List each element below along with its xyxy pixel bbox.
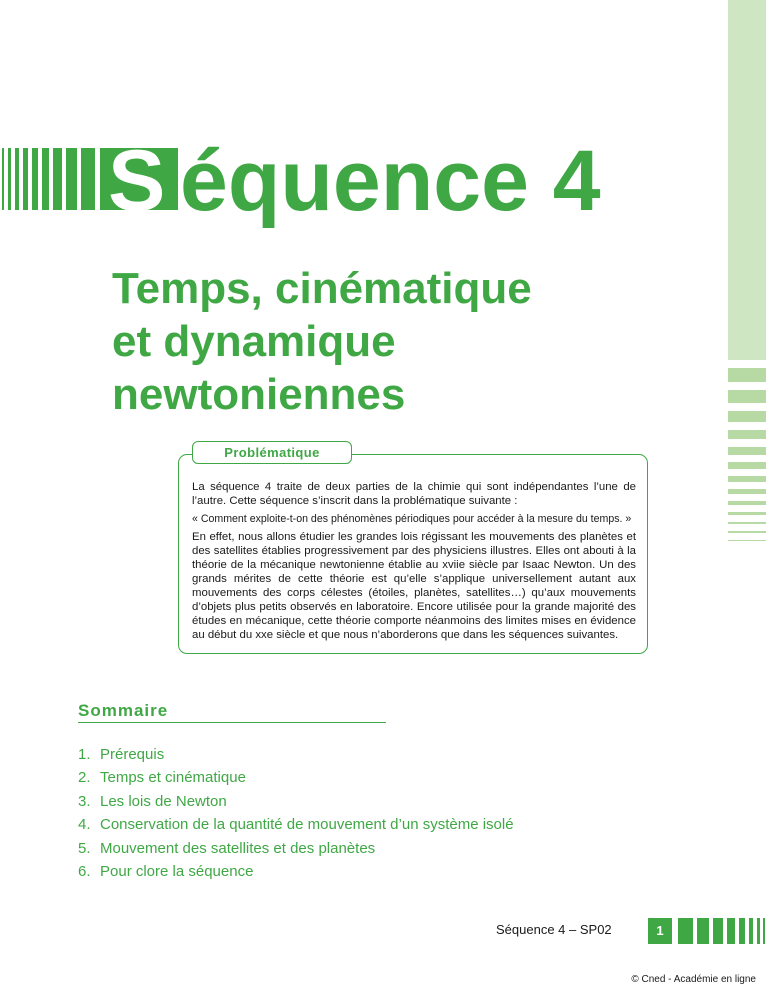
footer-stripe	[757, 918, 760, 944]
title-stripe	[2, 148, 4, 210]
toc-item-label: Pour clore la séquence	[100, 863, 254, 881]
footer-stripe	[739, 918, 745, 944]
toc-item-label: Mouvement des satellites et des planètes	[100, 839, 376, 857]
problematique-paragraph: La séquence 4 traite de deux parties de la chimie qui sont indépendantes l’une de l’autre. Cette séquence s’inscrit dans la problématique suivante :	[192, 481, 636, 507]
decorative-side-bar	[728, 368, 766, 382]
copyright-notice: © Cned - Académie en ligne	[631, 974, 756, 985]
subtitle-line: newtoniennes	[112, 370, 406, 419]
footer-stripe	[713, 918, 723, 944]
toc-item[interactable]	[78, 837, 514, 860]
toc-item-number: 5.	[78, 839, 91, 857]
decorative-side-band	[728, 0, 766, 360]
title-stripe	[42, 148, 49, 210]
decorative-side-bar	[728, 476, 766, 482]
decorative-side-bar	[728, 522, 766, 524]
decorative-side-bar	[728, 390, 766, 403]
title-stripe	[66, 148, 77, 210]
toc-item-label: Temps et cinématique	[100, 769, 246, 787]
page-title: équence 4	[180, 133, 601, 229]
table-of-contents	[78, 743, 514, 883]
footer-stripe	[678, 918, 693, 944]
title-stripe	[8, 148, 11, 210]
toc-item-number: 2.	[78, 769, 91, 787]
problematique-text	[192, 480, 636, 646]
problematique-paragraph: En effet, nous allons étudier les grandes lois régissant les mouvements des planètes et des satellites établies progressivement par des physiciens illustres. Elles ont abouti à la théorie de la mécanique newtonienne établie au xviie siècle par Isaac Newton. Un des grands mérites de cette théorie est qu’elle s’applique universellement autant aux mouvements des corps célestes (étoiles, planètes, satellites…) qu’aux mouvements d’objets plus petits observés en laboratoire. Encore utilisée pour la grande majorité des études en mécanique, cette théorie comporte néanmoins des limites mises en évidence au début du xxe siècle et que nous n’aborderons que dans les séquences suivantes.	[192, 531, 636, 641]
toc-item-label: Conservation de la quantité de mouvement d’un système isolé	[100, 816, 514, 834]
toc-item-label: Les lois de Newton	[100, 792, 227, 810]
decorative-side-bar	[728, 411, 766, 422]
footer-sequence-label: Séquence 4 – SP02	[496, 922, 612, 937]
toc-item[interactable]	[78, 790, 514, 813]
toc-item[interactable]	[78, 813, 514, 836]
decorative-side-bar	[728, 447, 766, 455]
sommaire-title: Sommaire	[78, 701, 169, 720]
title-stripe	[53, 148, 62, 210]
title-stripe	[23, 148, 28, 210]
problematique-question: « Comment exploite-t-on des phénomènes périodiques pour accéder à la mesure du temps. »	[192, 513, 632, 525]
title-stripe	[32, 148, 38, 210]
toc-item[interactable]	[78, 766, 514, 789]
toc-item-number: 3.	[78, 792, 91, 810]
sommaire-divider	[78, 722, 386, 723]
title-stripe	[81, 148, 95, 210]
decorative-side-bar	[728, 489, 766, 494]
sequence-subtitle	[112, 262, 712, 421]
footer-stripe	[697, 918, 709, 944]
toc-item[interactable]	[78, 743, 514, 766]
decorative-side-bar	[728, 430, 766, 439]
decorative-side-bar	[728, 501, 766, 505]
toc-item-number: 6.	[78, 863, 91, 881]
decorative-side-bar	[728, 512, 766, 515]
toc-item-number: 1.	[78, 746, 91, 763]
toc-item[interactable]	[78, 860, 514, 883]
footer-stripe	[749, 918, 753, 944]
problematique-label: Problématique	[192, 441, 352, 464]
decorative-side-bar	[728, 540, 766, 541]
page-number: 1	[648, 918, 672, 944]
subtitle-line: et dynamique	[112, 317, 396, 366]
decorative-side-bar	[728, 462, 766, 469]
toc-item-number: 4.	[78, 816, 91, 834]
footer-stripe	[763, 918, 765, 944]
subtitle-line: Temps, cinématique	[112, 264, 532, 313]
title-stripe	[15, 148, 19, 210]
title-initial: S	[108, 133, 166, 229]
toc-item-label: Prérequis	[100, 746, 165, 763]
decorative-side-bar	[728, 531, 766, 533]
footer-stripe	[727, 918, 735, 944]
